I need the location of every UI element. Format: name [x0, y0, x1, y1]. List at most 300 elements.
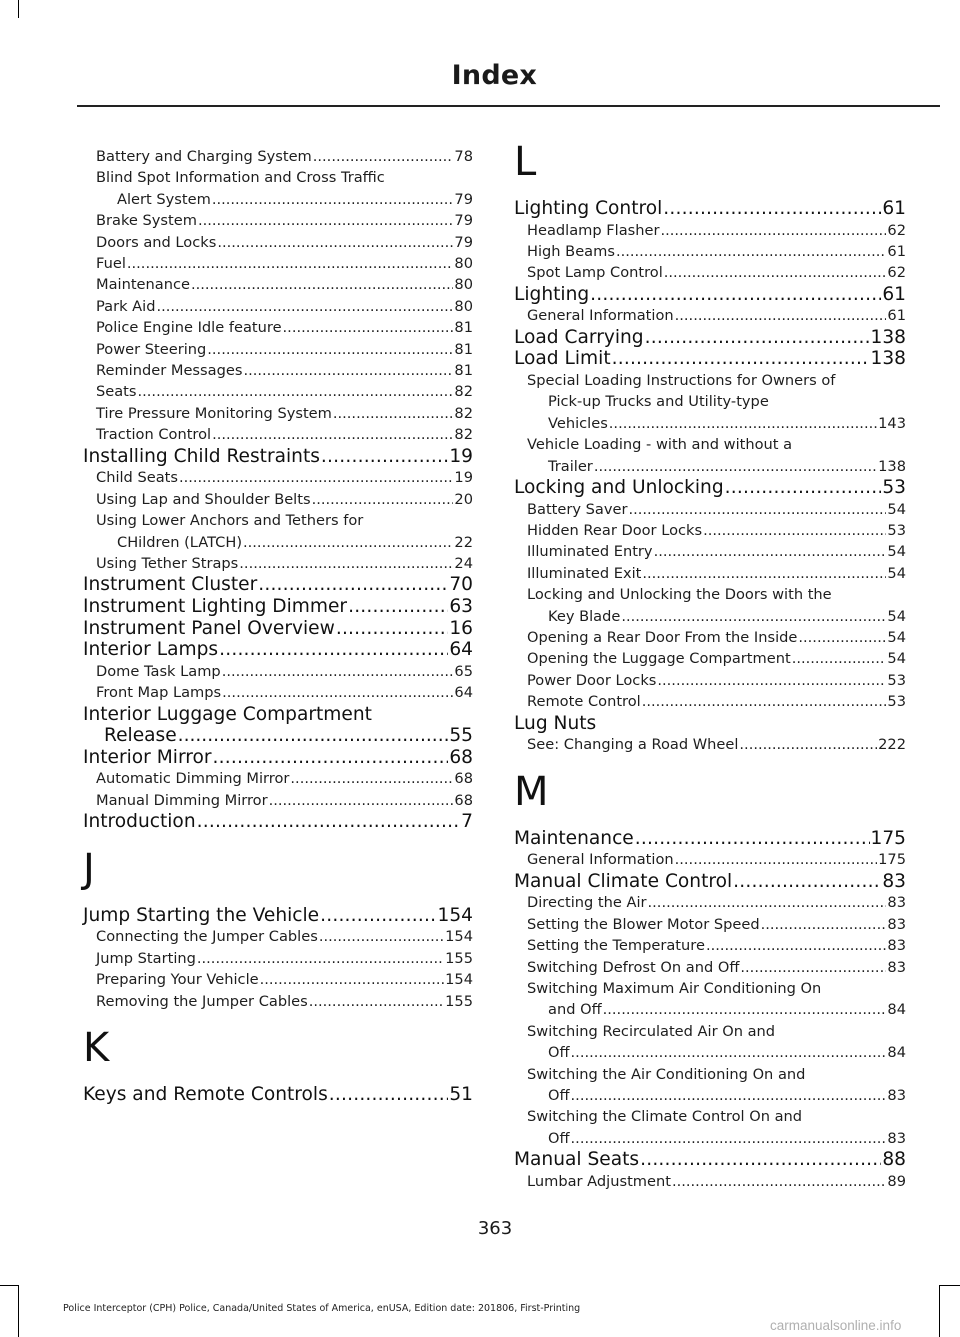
entry-label: Lighting Control: [514, 198, 663, 219]
index-entry[interactable]: [83, 704, 473, 747]
leader-dots: [178, 725, 449, 747]
page-number: 363: [477, 1218, 513, 1239]
index-subentry[interactable]: [83, 253, 473, 274]
entry-page-number: 68: [454, 791, 473, 809]
entry-label: High Beams: [527, 243, 615, 260]
entry-label: Switching Defrost On and Off: [527, 958, 740, 976]
entry-label: Manual Seats: [514, 1149, 640, 1171]
entry-label: Key Blade: [548, 607, 621, 625]
entry-label: Seats: [96, 383, 137, 401]
entry-page-number: 79: [454, 190, 473, 208]
index-subentry[interactable]: [514, 541, 906, 562]
index-subentry[interactable]: [514, 914, 906, 935]
entry-page-number: 68: [454, 770, 473, 788]
entry-continuation[interactable]: [96, 189, 473, 210]
entry-page-number: 80: [454, 297, 473, 315]
leader-dots: [213, 747, 449, 769]
leader-dots: [198, 210, 453, 231]
entry-page-number: 53: [882, 477, 906, 499]
entry-label: Trailer: [548, 457, 593, 475]
leader-dots: [197, 948, 444, 969]
entry-continuation[interactable]: [96, 532, 473, 553]
entry-page-number: 79: [454, 212, 473, 230]
leader-dots: [219, 639, 448, 661]
leader-dots: [127, 253, 454, 274]
index-entry[interactable]: [514, 284, 906, 306]
index-entry[interactable]: [83, 1084, 473, 1106]
leader-dots: [258, 574, 448, 596]
leader-dots: [642, 691, 887, 712]
index-entry: Lug Nuts: [514, 712, 597, 734]
entry-label: General Information: [527, 307, 674, 325]
entry-label: Switching the Climate Control On and: [527, 1108, 803, 1126]
leader-dots: [609, 413, 877, 434]
footer-edition-text: Police Interceptor (CPH) Police, Canada/United States of America, enUSA, Edition date: 201806, First-Printing: [63, 1303, 581, 1314]
entry-page-number: 83: [887, 894, 906, 912]
leader-dots: [212, 189, 454, 210]
entry-page-number: 53: [887, 671, 906, 689]
entry-label: Power Steering: [96, 340, 207, 358]
leader-dots: [792, 648, 887, 669]
index-subentry[interactable]: [514, 892, 906, 913]
entry-label: Setting the Blower Motor Speed: [527, 915, 760, 933]
entry-label: Introduction: [83, 811, 196, 833]
index-subentry[interactable]: [83, 424, 473, 445]
entry-page-number: 53: [887, 693, 906, 711]
leader-dots: [571, 1128, 887, 1149]
entry-page-number: 155: [445, 949, 473, 967]
entry-label: See: Changing a Road Wheel: [527, 736, 739, 754]
entry-page-number: 155: [445, 992, 473, 1010]
index-subentry[interactable]: [514, 670, 906, 691]
leader-dots: [212, 424, 453, 445]
index-subentry[interactable]: [83, 991, 473, 1012]
index-subentry[interactable]: [83, 682, 473, 703]
entry-label: Instrument Lighting Dimmer: [83, 595, 348, 617]
entry-page-number: 61: [882, 283, 906, 305]
index-subentry[interactable]: [514, 627, 906, 648]
entry-label: Power Door Locks: [527, 671, 657, 689]
entry-page-number: 54: [887, 650, 906, 668]
leader-dots: [740, 957, 886, 978]
index-subentry[interactable]: [83, 339, 473, 360]
section-letter-m: M: [514, 768, 549, 815]
leader-dots: [603, 999, 887, 1020]
entry-continuation[interactable]: [527, 1085, 906, 1106]
entry-page-number: 51: [449, 1083, 473, 1105]
entry-label: Installing Child Restraints: [83, 445, 320, 467]
index-subentry[interactable]: [83, 317, 473, 338]
entry-label: Lighting: [514, 283, 590, 305]
entry-page-number: 138: [878, 457, 906, 475]
entry-continuation[interactable]: [527, 999, 906, 1020]
entry-label: Automatic Dimming Mirror: [96, 770, 290, 788]
entry-page-number: 64: [449, 639, 473, 661]
entry-page-number: 7: [461, 811, 473, 833]
leader-dots: [313, 146, 454, 167]
entry-label: Directing the Air: [527, 894, 647, 912]
entry-page-number: 84: [887, 1001, 906, 1019]
leader-dots: [156, 296, 453, 317]
index-subentry[interactable]: [83, 926, 473, 947]
entry-label: Off: [548, 1044, 570, 1062]
entry-page-number: 55: [449, 725, 473, 747]
entry-continuation: Pick-up Trucks and Utility-type: [548, 393, 769, 411]
entry-page-number: 89: [887, 1172, 906, 1190]
entry-label: Front Map Lamps: [96, 684, 222, 702]
leader-dots: [645, 327, 870, 349]
leader-dots: [733, 871, 881, 893]
section-letter-l: L: [514, 139, 537, 185]
entry-page-number: 80: [454, 255, 473, 273]
entry-label: Load Carrying: [514, 326, 644, 348]
entry-page-number: 83: [887, 937, 906, 955]
entry-label: Jump Starting: [96, 949, 196, 967]
entry-label: Switching Maximum Air Conditioning On: [527, 979, 822, 997]
index-subentry[interactable]: [514, 957, 906, 978]
index-entry[interactable]: [514, 198, 906, 220]
entry-label: Opening a Rear Door From the Inside: [527, 629, 798, 647]
entry-label: Illuminated Exit: [527, 564, 642, 582]
entry-page-number: 61: [887, 307, 906, 325]
entry-page-number: 22: [454, 533, 473, 551]
entry-label: Vehicles: [548, 414, 608, 432]
index-entry[interactable]: [514, 477, 906, 499]
leader-dots: [706, 935, 886, 956]
leader-dots: [243, 360, 453, 381]
entry-label: Instrument Cluster: [83, 574, 258, 596]
entry-label: Preparing Your Vehicle: [96, 971, 259, 989]
entry-page-number: 175: [870, 827, 906, 849]
crop-mark-bottom-left-h: [0, 1285, 18, 1286]
leader-dots: [571, 1085, 887, 1106]
index-subentry[interactable]: [83, 403, 473, 424]
leader-dots: [642, 563, 886, 584]
leader-dots: [672, 1171, 886, 1192]
entry-page-number: 80: [454, 276, 473, 294]
entry-label: Removing the Jumper Cables: [96, 992, 308, 1010]
index-entry[interactable]: [83, 905, 473, 927]
entry-page-number: 154: [445, 971, 473, 989]
entry-label: Remote Control: [527, 693, 641, 711]
leader-dots: [321, 446, 448, 468]
entry-page-number: 83: [887, 915, 906, 933]
index-subentry[interactable]: [514, 978, 906, 1021]
leader-dots: [675, 305, 887, 326]
entry-label: Keys and Remote Controls: [83, 1083, 328, 1105]
leader-dots: [179, 467, 453, 488]
index-subentry[interactable]: [514, 1171, 906, 1192]
entry-label: Connecting the Jumper Cables: [96, 928, 318, 946]
entry-page-number: 154: [445, 928, 473, 946]
leader-dots: [191, 274, 453, 295]
entry-label: Using Lower Anchors and Tethers for: [96, 512, 364, 530]
entry-label: Hidden Rear Door Locks: [527, 522, 703, 540]
leader-dots: [621, 606, 886, 627]
leader-dots: [138, 381, 454, 402]
leader-dots: [628, 499, 886, 520]
entry-label: Lumbar Adjustment: [527, 1172, 671, 1190]
entry-page-number: 61: [882, 198, 906, 219]
crop-mark-top-left: [18, 0, 19, 18]
entry-page-number: 138: [870, 348, 906, 370]
entry-label: Headlamp Flasher: [527, 221, 660, 239]
index-subentry[interactable]: [83, 210, 473, 231]
entry-page-number: 154: [437, 904, 473, 926]
header-rule: [77, 105, 940, 107]
index-subentry[interactable]: [514, 434, 906, 477]
entry-page-number: 19: [449, 445, 473, 467]
index-subentry[interactable]: [514, 584, 906, 627]
index-entry[interactable]: [83, 811, 473, 833]
entry-page-number: 54: [887, 564, 906, 582]
leader-dots: [207, 339, 453, 360]
entry-page-number: 83: [887, 1129, 906, 1147]
entry-label: Locking and Unlocking: [514, 477, 724, 499]
index-subentry[interactable]: [83, 167, 473, 210]
entry-label: Maintenance: [514, 827, 634, 849]
index-subentry[interactable]: [83, 553, 473, 574]
entry-page-number: 54: [887, 629, 906, 647]
leader-dots: [260, 969, 445, 990]
entry-page-number: 70: [449, 574, 473, 596]
entry-label: Maintenance: [96, 276, 190, 294]
entry-page-number: 54: [887, 500, 906, 518]
leader-dots: [654, 541, 887, 562]
leader-dots: [336, 618, 449, 640]
leader-dots: [761, 914, 887, 935]
entry-label: Locking and Unlocking the Doors with the: [527, 586, 832, 604]
entry-label: Reminder Messages: [96, 362, 243, 380]
entry-page-number: 88: [882, 1149, 906, 1171]
index-column-left: [83, 146, 473, 1106]
index-subentry[interactable]: [514, 499, 906, 520]
entry-continuation[interactable]: [527, 456, 906, 477]
leader-dots: [612, 348, 870, 370]
index-entry[interactable]: [83, 747, 473, 769]
leader-dots: [663, 198, 881, 220]
entry-label: Release: [104, 725, 177, 747]
index-subentry[interactable]: [514, 691, 906, 712]
entry-page-number: 65: [454, 662, 473, 680]
index-subentry[interactable]: [514, 520, 906, 541]
entry-page-number: 82: [454, 426, 473, 444]
index-subentry[interactable]: [83, 232, 473, 253]
index-entry[interactable]: [514, 828, 906, 850]
entry-label: Interior Mirror: [83, 746, 212, 768]
entry-page-number: 79: [454, 233, 473, 251]
index-entry[interactable]: [83, 574, 473, 596]
page-title: Index: [451, 60, 537, 91]
entry-label: Instrument Panel Overview: [83, 617, 335, 639]
leader-dots: [222, 661, 454, 682]
entry-page-number: 138: [870, 326, 906, 348]
entry-page-number: 20: [454, 490, 473, 508]
entry-label: Jump Starting the Vehicle: [83, 904, 320, 926]
entry-label: Off: [548, 1086, 570, 1104]
entry-page-number: 19: [454, 469, 473, 487]
entry-label: General Information: [527, 851, 674, 869]
index-subentry[interactable]: [83, 969, 473, 990]
entry-label: Dome Task Lamp: [96, 662, 221, 680]
entry-page-number: 83: [887, 958, 906, 976]
section-letter-k: K: [83, 1024, 110, 1071]
entry-page-number: 83: [887, 1086, 906, 1104]
entry-continuation[interactable]: [527, 413, 906, 434]
entry-label: Manual Climate Control: [514, 870, 733, 892]
index-subentry[interactable]: [83, 467, 473, 488]
leader-dots: [725, 477, 882, 499]
entry-continuation[interactable]: [527, 1128, 906, 1149]
entry-page-number: 222: [878, 736, 906, 754]
entry-page-number: 54: [887, 607, 906, 625]
entry-page-number: 63: [449, 595, 473, 617]
index-entry[interactable]: [514, 871, 906, 893]
leader-dots: [333, 403, 454, 424]
entry-label: Vehicle Loading - with and without a: [527, 436, 793, 454]
entry-label: Police Engine Idle feature: [96, 319, 282, 337]
section-letter-j: J: [83, 845, 95, 892]
entry-label: Interior Luggage Compartment: [83, 703, 372, 725]
index-subentry[interactable]: [514, 262, 906, 283]
entry-label: Opening the Luggage Compartment: [527, 650, 791, 668]
index-entry[interactable]: [514, 327, 906, 349]
entry-page-number: 82: [454, 383, 473, 401]
index-subentry[interactable]: [514, 935, 906, 956]
index-entry[interactable]: [83, 618, 473, 640]
entry-label: Tire Pressure Monitoring System: [96, 404, 332, 422]
leader-dots: [640, 1149, 881, 1171]
entry-page-number: 78: [454, 148, 473, 165]
leader-dots: [571, 1042, 887, 1063]
crop-mark-bottom-left-v: [18, 1285, 19, 1337]
entry-continuation[interactable]: [527, 1042, 906, 1063]
watermark: carmanualsonline.info: [770, 1318, 902, 1333]
entry-label: Traction Control: [96, 426, 212, 444]
index-entry[interactable]: [83, 446, 473, 468]
leader-dots: [222, 682, 453, 703]
entry-page-number: 175: [878, 851, 906, 869]
entry-label: Child Seats: [96, 469, 178, 487]
leader-dots: [319, 926, 444, 947]
leader-dots: [239, 553, 453, 574]
index-entry[interactable]: [83, 596, 473, 618]
leader-dots: [197, 811, 461, 833]
entry-page-number: 61: [887, 243, 906, 260]
leader-dots: [703, 520, 886, 541]
entry-label: Using Tether Straps: [96, 554, 239, 572]
entry-label: Alert System: [117, 190, 211, 208]
index-column-right: [514, 139, 906, 1192]
entry-page-number: 24: [454, 554, 473, 572]
leader-dots: [283, 317, 454, 338]
index-subentry[interactable]: [514, 734, 906, 755]
index-subentry[interactable]: [514, 1021, 906, 1064]
index-subentry[interactable]: [83, 768, 473, 789]
entry-label: Manual Dimming Mirror: [96, 791, 268, 809]
index-subentry[interactable]: [514, 648, 906, 669]
entry-label: Brake System: [96, 212, 197, 230]
index-entry[interactable]: [83, 639, 473, 661]
entry-label: Switching Recirculated Air On and: [527, 1022, 776, 1040]
index-subentry[interactable]: [83, 360, 473, 381]
leader-dots: [675, 849, 878, 870]
index-entry[interactable]: [514, 348, 906, 370]
crop-mark-bottom-right-h: [940, 1285, 960, 1286]
index-subentry[interactable]: [514, 305, 906, 326]
entry-continuation[interactable]: [83, 725, 473, 747]
index-subentry[interactable]: [514, 370, 906, 434]
index-subentry[interactable]: [83, 661, 473, 682]
entry-label: Spot Lamp Control: [527, 264, 663, 282]
entry-label: Doors and Locks: [96, 233, 217, 251]
leader-dots: [329, 1084, 449, 1106]
index-subentry[interactable]: [514, 563, 906, 584]
index-subentry[interactable]: [514, 1064, 906, 1107]
entry-label: Interior Lamps: [83, 639, 219, 661]
entry-label: Using Lap and Shoulder Belts: [96, 490, 311, 508]
leader-dots: [590, 284, 881, 306]
crop-mark-bottom-right-v: [939, 1285, 940, 1337]
entry-page-number: 16: [449, 617, 473, 639]
index-subentry[interactable]: [514, 241, 906, 262]
entry-page-number: 62: [887, 221, 906, 239]
entry-continuation[interactable]: [527, 606, 906, 627]
entry-page-number: 143: [878, 414, 906, 432]
leader-dots: [290, 768, 453, 789]
leader-dots: [320, 905, 436, 927]
entry-page-number: 64: [454, 684, 473, 702]
entry-page-number: 81: [454, 319, 473, 337]
index-subentry[interactable]: [83, 381, 473, 402]
index-subentry[interactable]: [83, 146, 473, 167]
index-subentry[interactable]: [83, 274, 473, 295]
leader-dots: [269, 790, 454, 811]
entry-page-number: 84: [887, 1044, 906, 1062]
index-subentry[interactable]: [83, 948, 473, 969]
leader-dots: [635, 828, 870, 850]
entry-label: Setting the Temperature: [527, 937, 705, 955]
leader-dots: [312, 489, 454, 510]
index-subentry[interactable]: [83, 510, 473, 553]
leader-dots: [657, 670, 886, 691]
index-entry[interactable]: [514, 1149, 906, 1171]
entry-label: Special Loading Instructions for Owners of: [527, 372, 836, 389]
index-subentry[interactable]: [514, 220, 906, 241]
leader-dots: [661, 220, 887, 241]
entry-label: Fuel: [96, 255, 126, 273]
entry-page-number: 82: [454, 404, 473, 422]
entry-label: Load Limit: [514, 348, 611, 370]
entry-page-number: 53: [887, 522, 906, 540]
leader-dots: [217, 232, 453, 253]
leader-dots: [648, 892, 887, 913]
entry-label: Switching the Air Conditioning On and: [527, 1065, 806, 1083]
entry-page-number: 81: [454, 362, 473, 380]
leader-dots: [594, 456, 877, 477]
index-subentry[interactable]: [514, 849, 906, 870]
leader-dots: [739, 734, 877, 755]
index-subentry[interactable]: [83, 489, 473, 510]
index-subentry[interactable]: [83, 790, 473, 811]
entry-label: CHildren (LATCH): [117, 533, 243, 551]
leader-dots: [616, 241, 886, 262]
entry-label: Illuminated Entry: [527, 543, 653, 561]
entry-label: Battery and Charging System: [96, 148, 312, 165]
entry-page-number: 68: [449, 746, 473, 768]
index-subentry[interactable]: [83, 296, 473, 317]
index-subentry[interactable]: [514, 1106, 906, 1149]
